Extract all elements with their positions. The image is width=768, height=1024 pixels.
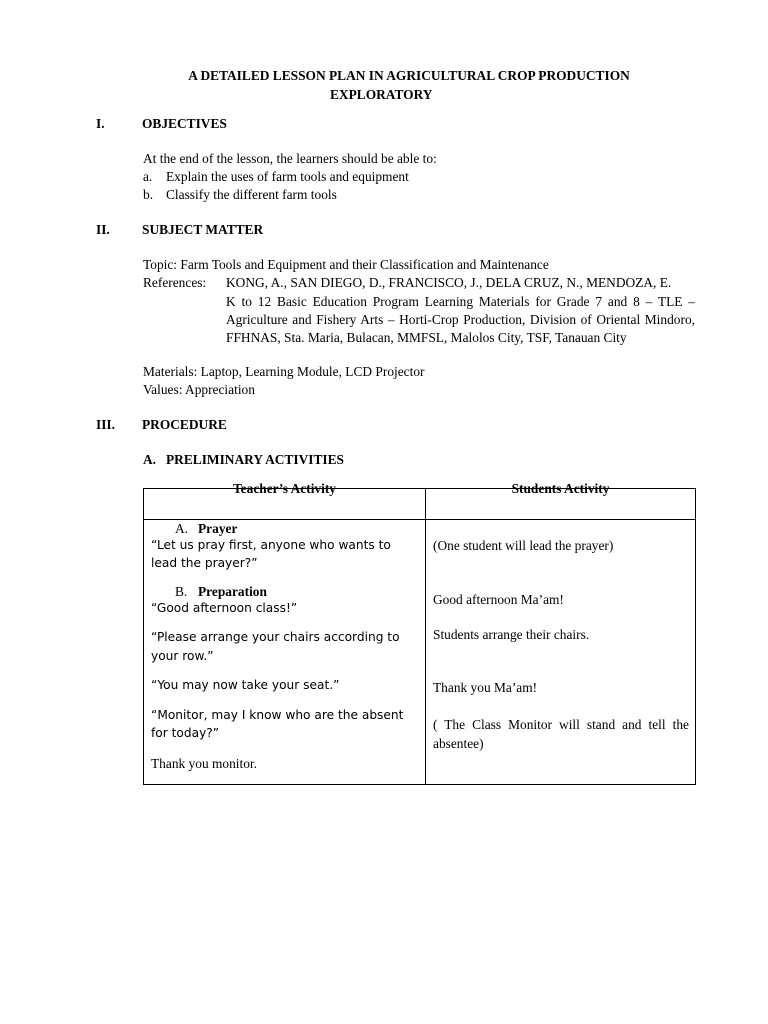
section-number: I. xyxy=(96,116,105,131)
greeting-text: “Good afternoon class!” xyxy=(151,601,298,615)
document-title-line2: EXPLORATORY xyxy=(330,87,433,102)
section-procedure-heading xyxy=(96,417,227,433)
subsection-number: A. xyxy=(143,452,157,467)
section-title: SUBJECT MATTER xyxy=(142,222,264,237)
header-teacher-activity xyxy=(144,481,426,520)
header-students-activity xyxy=(426,481,696,520)
section-title: OBJECTIVES xyxy=(142,116,227,131)
values-line: Values: Appreciation xyxy=(143,382,255,397)
student-thanks-text: Thank you Ma’am! xyxy=(433,680,538,695)
topic-line: Topic: Farm Tools and Equipment and their Classification and Maintenance xyxy=(143,257,549,272)
section-objectives-heading xyxy=(96,116,227,132)
prayer-text: “Let us pray first, anyone who wants to lead the prayer?” xyxy=(151,538,391,570)
activity-table xyxy=(143,481,696,785)
section-number: II. xyxy=(96,222,110,237)
references-label: References: xyxy=(143,275,207,290)
materials-line: Materials: Laptop, Learning Module, LCD Projector xyxy=(143,364,425,379)
students-activity-cell xyxy=(426,520,696,785)
arrange-chairs-text: “Please arrange your chairs according to your row.” xyxy=(151,630,400,663)
table-header-row xyxy=(144,489,696,520)
teacher-activity-cell xyxy=(144,520,426,785)
prayer-label: A. xyxy=(175,521,189,536)
references-text: K to 12 Basic Education Program Learning Materials for Grade 7 and 8 – TLE – Agriculture and Fishery Arts – Horti-Crop Production, Division of Oriental Mindoro, FFHNAS, Sta. Maria, Bulacan, MMFSL, Malolos City, TSF, Tanauan City xyxy=(226,294,695,345)
student-arrange-text: Students arrange their chairs. xyxy=(433,627,590,642)
thanks-monitor-text: Thank you monitor. xyxy=(151,756,257,771)
student-monitor-text: ( The Class Monitor will stand and tell the absentee) xyxy=(433,717,689,751)
subsection-title: PRELIMINARY ACTIVITIES xyxy=(166,452,344,467)
preparation-heading xyxy=(175,584,267,600)
objectives-intro: At the end of the lesson, the learners should be able to: xyxy=(143,151,437,166)
list-item-text: Explain the uses of farm tools and equipment xyxy=(166,169,409,184)
header-label: Teacher’s Activity xyxy=(232,481,336,496)
header-label: Students Activity xyxy=(511,481,610,496)
list-item-label: b. xyxy=(143,187,154,202)
subsection-heading xyxy=(143,452,344,468)
preparation-label: B. xyxy=(175,584,188,599)
section-subject-matter-heading xyxy=(96,222,263,238)
list-item-text: Classify the different farm tools xyxy=(166,187,337,202)
student-prayer-text: (One student will lead the prayer) xyxy=(433,538,614,553)
table-row xyxy=(144,520,696,785)
student-greeting-text: Good afternoon Ma’am! xyxy=(433,592,564,607)
list-item-label: a. xyxy=(143,169,153,184)
prayer-title: Prayer xyxy=(198,521,238,536)
section-title: PROCEDURE xyxy=(142,417,227,432)
preparation-title: Preparation xyxy=(198,584,267,599)
references-authors: KONG, A., SAN DIEGO, D., FRANCISCO, J., DELA CRUZ, N., MENDOZA, E. xyxy=(226,275,672,290)
section-number: III. xyxy=(96,417,115,432)
list-item xyxy=(143,169,409,185)
prayer-heading xyxy=(175,521,237,537)
monitor-question-text: “Monitor, may I know who are the absent for today?” xyxy=(151,708,404,740)
list-item xyxy=(143,187,337,203)
take-seat-text: “You may now take your seat.” xyxy=(151,678,340,692)
document-title-line1: A DETAILED LESSON PLAN IN AGRICULTURAL CROP PRODUCTION xyxy=(188,68,630,83)
